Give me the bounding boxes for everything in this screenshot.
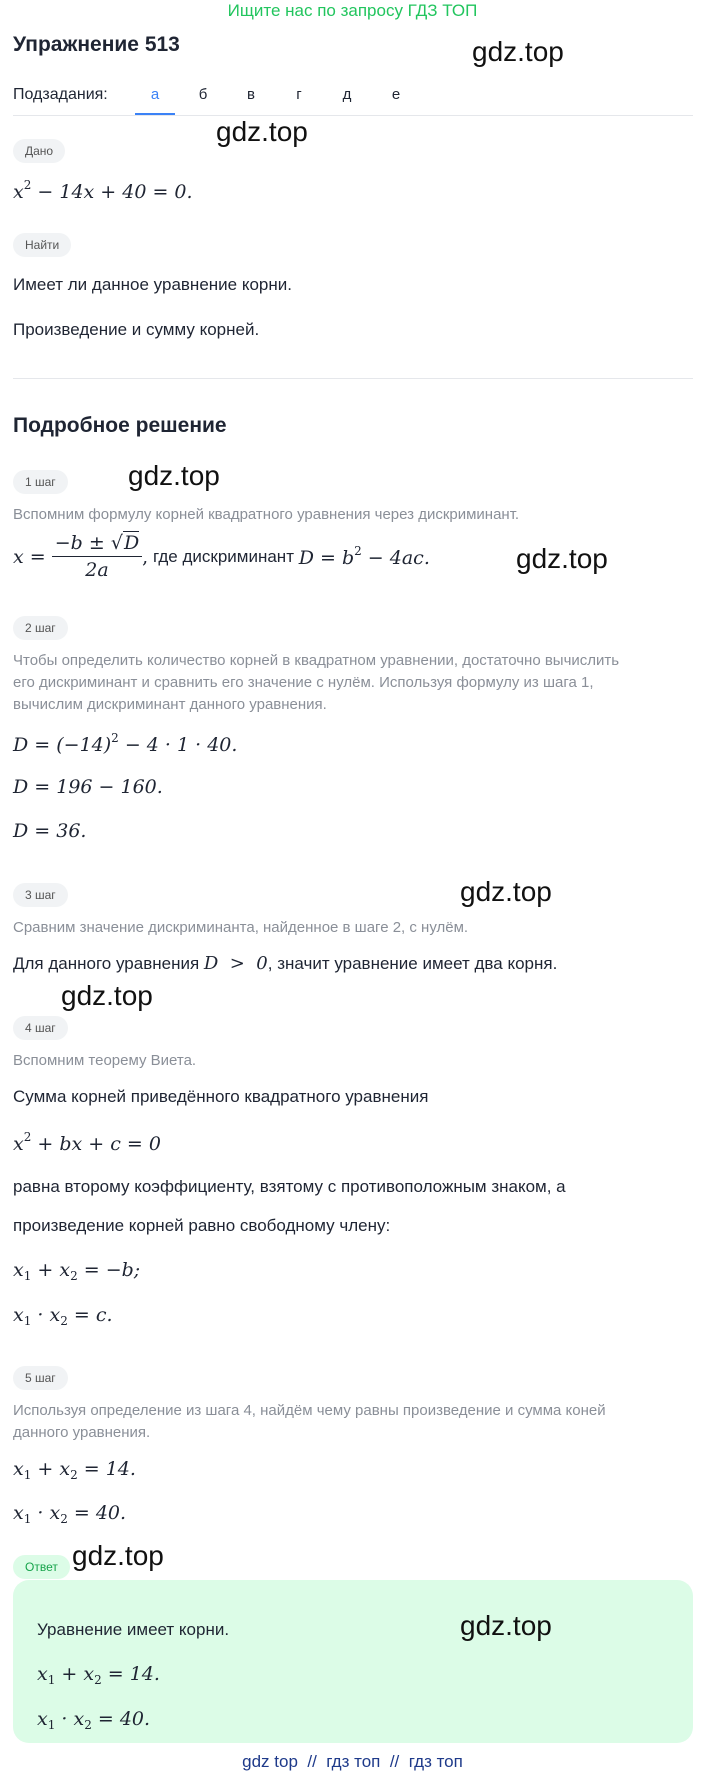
step-4-hint: Вспомним теорему Виета. <box>13 1052 197 1069</box>
step-4-line-1: Сумма корней приведённого квадратного уравнения <box>13 1087 429 1106</box>
watermark: gdz.top <box>216 116 308 147</box>
given-equation: $x^2 - 14x + 40 = 0$. <box>13 178 193 203</box>
active-tab-indicator <box>135 113 175 115</box>
tab-d[interactable]: д <box>342 86 352 103</box>
vieta-product: $x_1 \cdot x_2 = c$. <box>13 1304 113 1328</box>
step-5-hint-1: Используя определение из шага 4, найдём чему равны произведение и сумма коней <box>13 1402 606 1419</box>
step-2-hint-2: его дискриминант и сравнить его значение с нулём. Используя формулу из шага 1, <box>13 674 594 691</box>
footer-links[interactable]: gdz top // гдз топ // гдз топ <box>242 1752 463 1771</box>
step-1-hint: Вспомним формулу корней квадратного уравнения через дискриминант. <box>13 506 520 523</box>
step-2-eq-1: $D = (-14)^2 - 4 \cdot 1 \cdot 40$. <box>13 731 238 756</box>
step-3-conclusion: Для данного уравнения D > 0, значит уравнение имеет два корня. <box>13 953 558 974</box>
watermark: gdz.top <box>61 980 153 1011</box>
watermark: gdz.top <box>128 460 220 491</box>
page-title: Упражнение 513 <box>13 33 180 56</box>
step-2-eq-2: D = 196 − 160. <box>13 776 163 798</box>
answer-badge: Ответ <box>13 1555 70 1579</box>
watermark: gdz.top <box>516 543 608 574</box>
step-5-hint-2: данного уравнения. <box>13 1424 151 1441</box>
step-5-product: $x_1 \cdot x_2 = 40$. <box>13 1502 127 1526</box>
find-line-1: Имеет ли данное уравнение корни. <box>13 275 292 294</box>
watermark: gdz.top <box>460 1610 552 1641</box>
watermark: gdz.top <box>72 1540 164 1571</box>
step-2-hint-1: Чтобы определить количество корней в квадратном уравнении, достаточно вычислить <box>13 652 620 669</box>
tab-b[interactable]: б <box>198 86 208 103</box>
step-2-hint-3: вычислим дискриминант данного уравнения. <box>13 696 327 713</box>
step-1-formula: x = $\frac{-b \pm √D}{2a}$ , где дискриминант $D = b^2 - 4ac$. <box>13 532 430 581</box>
answer-text: Уравнение имеет корни. <box>37 1620 230 1639</box>
step-3-badge: 3 шаг <box>13 883 68 907</box>
tab-e[interactable]: е <box>391 86 401 103</box>
answer-sum: $x_1 + x_2 = 14$. <box>37 1663 160 1687</box>
watermark: gdz.top <box>460 876 552 907</box>
answer-product: $x_1 \cdot x_2 = 40$. <box>37 1708 151 1732</box>
step-4-badge: 4 шаг <box>13 1016 68 1040</box>
subtasks-label: Подзадания: <box>13 86 108 103</box>
vieta-sum: $x_1 + x_2 = -b$; <box>13 1259 141 1283</box>
step-4-line-2: равна второму коэффициенту, взятому с противоположным знаком, а <box>13 1177 566 1196</box>
given-badge: Дано <box>13 139 65 163</box>
section-divider <box>13 378 693 379</box>
step-2-badge: 2 шаг <box>13 616 68 640</box>
find-line-2: Произведение и сумму корней. <box>13 320 260 339</box>
solution-title: Подробное решение <box>13 414 227 437</box>
step-5-sum: $x_1 + x_2 = 14$. <box>13 1458 136 1482</box>
step-5-badge: 5 шаг <box>13 1366 68 1390</box>
tabs-divider <box>13 115 693 116</box>
tab-v[interactable]: в <box>247 86 255 103</box>
search-banner[interactable]: Ищите нас по запросу ГДЗ ТОП <box>227 1 478 20</box>
tab-a[interactable]: а <box>150 86 160 103</box>
tab-g[interactable]: г <box>296 86 302 103</box>
step-3-hint: Сравним значение дискриминанта, найденное в шаге 2, с нулём. <box>13 919 469 936</box>
step-1-badge: 1 шаг <box>13 470 68 494</box>
step-4-line-3: произведение корней равно свободному члену: <box>13 1216 391 1235</box>
step-2-eq-3: D = 36. <box>13 820 87 842</box>
find-badge: Найти <box>13 233 71 257</box>
root-fraction: $\frac{-b \pm √D}{2a}$ <box>52 532 142 581</box>
watermark: gdz.top <box>472 36 564 67</box>
step-4-equation: $x^2$ + bx + c = 0 <box>13 1130 161 1155</box>
